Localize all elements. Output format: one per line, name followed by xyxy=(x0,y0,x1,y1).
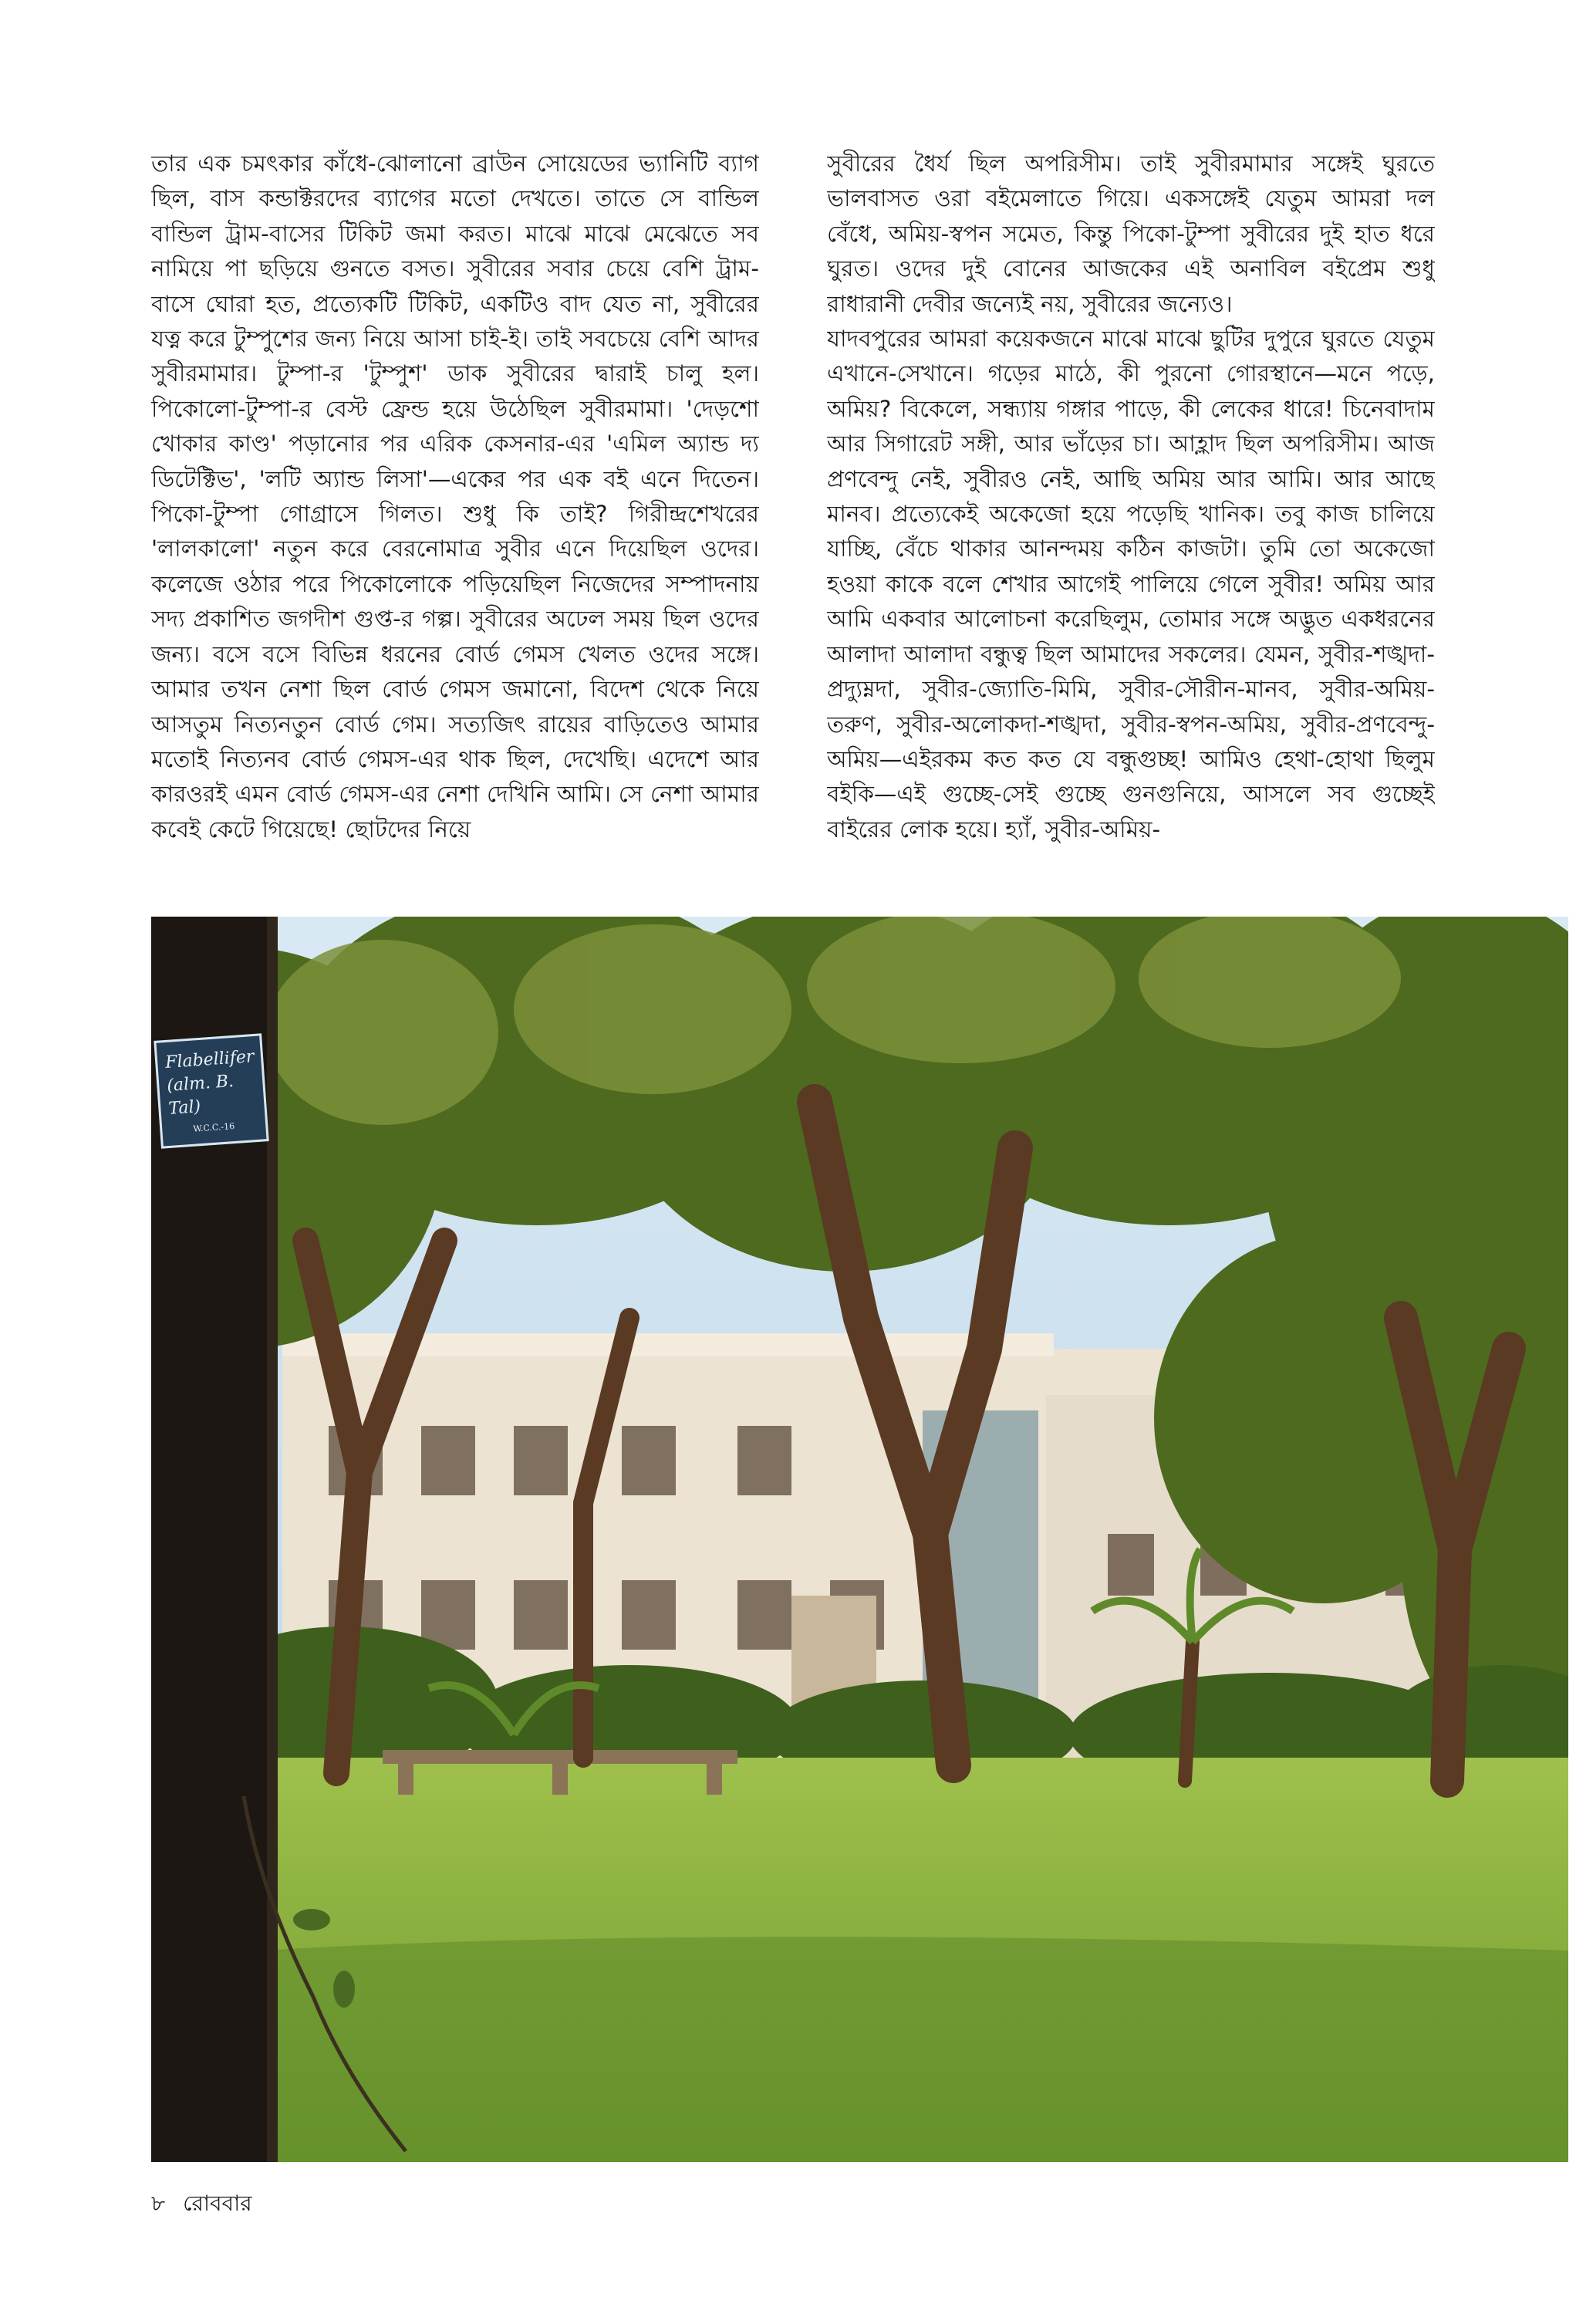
sign-line-1: Flabellifer xyxy=(164,1047,255,1073)
tree-name-sign xyxy=(154,1033,268,1148)
magazine-name: রোববার xyxy=(183,2191,252,2216)
sign-small-text: W.C.C.-16 xyxy=(193,1121,235,1134)
campus-photo xyxy=(151,917,1568,2162)
page-number: ৮ xyxy=(151,2191,166,2216)
article-column-left: তার এক চমৎকার কাঁধে-ঝোলানো ব্রাউন সোয়েডের ভ্যানিটি ব্যাগ ছিল, বাস কন্ডাক্টরদের ব্যাগের মতো দেখতে। তাতে সে বান্ডিল বান্ডিল ট্রাম-বাসের টিকিট জমা করত। মাঝে মাঝে মেঝেতে সব নামিয়ে পা ছড়িয়ে গুনতে বসত। সুবীরের সবার চেয়ে বেশি ট্রাম-বাসে ঘোরা হত, প্রত্যেকটি টিকিট, একটিও বাদ যেত না, সুবীরের যত্ন করে টুম্পুশের জন্য নিয়ে আসা চাই-ই। তাই সবচেয়ে বেশি আদর সুবীরমামার। টুম্পা-র 'টুম্পুশ' ডাক সুবীরের দ্বারাই চালু হল। পিকোলো-টুম্পা-র বেস্ট ফ্রেন্ড হয়ে উঠেছিল সুবীরমামা। 'দেড়শো খোকার কাণ্ড' পড়ানোর পর এরিক কেসনার-এর 'এমিল অ্যান্ড দ্য ডিটেক্টিভ', 'লটি অ্যান্ড লিসা'—একের পর এক বই এনে দিতেন। পিকো-টুম্পা গোগ্রাসে গিলত। শুধু কি তাই? গিরীন্দ্রশেখরের 'লালকালো' নতুন করে বেরনোমাত্র সুবীর এনে দিয়েছিল ওদের। কলেজে ওঠার পরে পিকোলোকে পড়িয়েছিল নিজেদের সম্পাদনায় সদ্য প্রকাশিত জগদীশ গুপ্ত-র গল্প। সুবীরের অঢেল সময় ছিল ওদের জন্য। বসে বসে বিভিন্ন ধরনের বোর্ড গেমস খেলত ওদের সঙ্গে। আমার তখন নেশা ছিল বোর্ড গেমস জমানো, বিদেশ থেকে নিয়ে আসতুম নিত্যনতুন বোর্ড গেম। সত্যজিৎ রায়ের বাড়িতেও আমার মতোই নিত্যনব বোর্ড গেমস-এর থাক ছিল, দেখেছি। এদেশে আর কারওরই এমন বোর্ড গেমস-এর নেশা দেখিনি আমি। সে নেশা আমার কবেই কেটে গিয়েছে! ছোটদের নিয়ে xyxy=(151,150,759,843)
article-column-right: সুবীরের ধৈর্য ছিল অপরিসীম। তাই সুবীরমামার সঙ্গেই ঘুরতে ভালবাসত ওরা বইমেলাতে গিয়ে। একসঙ্গেই যেতুম আমরা দল বেঁধে, অমিয়-স্বপন সমেত, কিন্তু পিকো-টুম্পা সুবীরের দুই হাত ধরে ঘুরত। ওদের দুই বোনের আজকের এই অনাবিল বইপ্রেম শুধু রাধারানী দেবীর জন্যেই নয়, সুবীরের জন্যেও। যাদবপুরের আমরা কয়েকজনে মাঝে মাঝে ছুটির দুপুরে ঘুরতে যেতুম এখানে-সেখানে। গড়ের মাঠে, কী পুরনো গোরস্থানে—মনে পড়ে, অমিয়? বিকেলে, সন্ধ্যায় গঙ্গার পাড়ে, কী লেকের ধারে! চিনেবাদাম আর সিগারেট সঙ্গী, আর ভাঁড়ের চা। আহ্লাদ ছিল অপরিসীম। আজ প্রণবেন্দু নেই, সুবীরও নেই, আছি অমিয় আর আমি। আর আছে মানব। প্রত্যেকেই অকেজো হয়ে পড়েছি খানিক। তবু কাজ চালিয়ে যাচ্ছি, বেঁচে থাকার আনন্দময় কঠিন কাজটা। তুমি তো অকেজো হওয়া কাকে বলে শেখার আগেই পালিয়ে গেলে সুবীর! অমিয় আর আমি একবার আলোচনা করেছিলুম, তোমার সঙ্গে অদ্ভুত একধরনের আলাদা আলাদা বন্ধুত্ব ছিল আমাদের সকলের। যেমন, সুবীর-শঙ্খদা-প্রদ্যুম্নদা, সুবীর-জ্যোতি-মিমি, সুবীর-সৌরীন-মানব, সুবীর-অমিয়-তরুণ, সুবীর-অলোকদা-শঙ্খদা, সুবীর-স্বপন-অমিয়, সুবীর-প্রণবেন্দু-অমিয়—এইরকম কত কত যে বন্ধুগুচ্ছ! আমিও হেথা-হোথা ছিলুম বইকি—এই গুচ্ছে-সেই গুচ্ছে গুনগুনিয়ে, আসলে সব গুচ্ছেই বাইরের লোক হয়ে। হ্যাঁ, সুবীর-অমিয়- xyxy=(827,150,1435,843)
sign-line-2: (alm. B. Tal) xyxy=(166,1071,235,1119)
page-footer xyxy=(151,2187,263,2223)
